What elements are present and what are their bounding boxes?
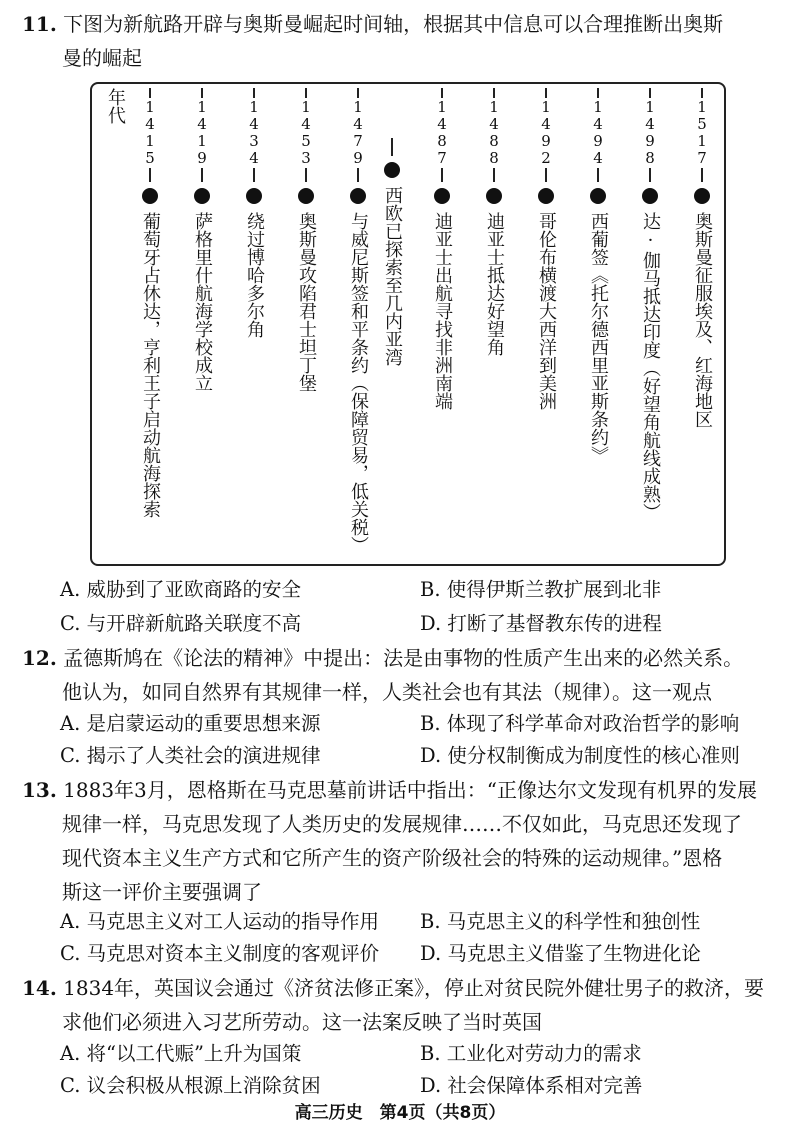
q11-stem-line2: 曼的崛起: [62, 46, 142, 70]
timeline-event: [343, 88, 373, 554]
q11-option-d[interactable]: D. 打断了基督教东传的进程: [420, 612, 662, 635]
timeline-axis-label: 年代: [105, 88, 126, 124]
timeline-dot: [538, 188, 554, 204]
q13-stem-line3: 现代资本主义生产方式和它所产生的资产阶级社会的特殊的运动规律。”恩格: [62, 846, 723, 870]
timeline-connector: [597, 168, 599, 182]
timeline-dot: [142, 188, 158, 204]
timeline-year: 1498: [641, 98, 659, 166]
q14-number: 14.: [22, 976, 57, 1000]
q14-stem-line2: 求他们必须进入习艺所劳动。这一法案反映了当时英国: [62, 1010, 542, 1034]
timeline-event-text: 哥伦布横渡大西洋到美洲: [536, 212, 557, 410]
timeline-dot: [298, 188, 314, 204]
timeline-connector: [357, 168, 359, 182]
q11-option-c[interactable]: C. 与开辟新航路关联度不高: [60, 612, 302, 635]
q12-stem-line1: [22, 644, 743, 672]
q13-stem-line1: [22, 776, 757, 804]
page-footer: 高三历史 第4页（共8页）: [294, 1103, 506, 1123]
timeline-box: [90, 82, 726, 566]
timeline-year: 1494: [589, 98, 607, 166]
timeline-dot: [590, 188, 606, 204]
q12-option-a[interactable]: A. 是启蒙运动的重要思想来源: [60, 712, 321, 735]
timeline-event-text: 西欧已探索至几内亚湾: [382, 186, 403, 366]
timeline-year: 1479: [349, 98, 367, 166]
timeline-tick: [201, 88, 203, 98]
timeline-year: 1434: [245, 98, 263, 166]
timeline-connector: [253, 168, 255, 182]
q11-stem-line1: [22, 10, 723, 38]
q14-option-b[interactable]: B. 工业化对劳动力的需求: [420, 1042, 642, 1065]
timeline-event: [531, 88, 561, 410]
q12-option-c[interactable]: C. 揭示了人类社会的演进规律: [60, 744, 321, 767]
q12-option-b[interactable]: B. 体现了科学革命对政治哲学的影响: [420, 712, 740, 735]
timeline-year: 1517: [693, 98, 711, 166]
timeline-year: 1415: [141, 98, 159, 166]
timeline-event-text: 迪亚士抵达好望角: [484, 212, 505, 356]
timeline-dot: [246, 188, 262, 204]
timeline-connector: [649, 168, 651, 182]
q13-number: 13.: [22, 778, 57, 802]
timeline-year: 1492: [537, 98, 555, 166]
timeline-event-text: 迪亚士出航寻找非洲南端: [432, 212, 453, 410]
q13-stem-line4: 斯这一评价主要强调了: [62, 880, 262, 904]
timeline-year: 1419: [193, 98, 211, 166]
timeline-tick: [357, 88, 359, 98]
timeline-tick: [493, 88, 495, 98]
timeline-dot: [642, 188, 658, 204]
timeline-event-text: 奥斯曼征服埃及、红海地区: [692, 212, 713, 428]
timeline-event: [479, 88, 509, 356]
timeline-connector: [545, 168, 547, 182]
timeline-event: [583, 88, 613, 464]
q11-number: 11.: [22, 12, 57, 36]
timeline-event: [187, 88, 217, 392]
timeline-connector: [701, 168, 703, 182]
q13-option-d[interactable]: D. 马克思主义借鉴了生物进化论: [420, 942, 701, 965]
timeline-connector: [493, 168, 495, 182]
timeline-year: 1488: [485, 98, 503, 166]
timeline-dot: [194, 188, 210, 204]
timeline-event: [427, 88, 457, 410]
q11-stem-text1: 下图为新航路开辟与奥斯曼崛起时间轴，根据其中信息可以合理推断出奥斯: [63, 12, 724, 36]
timeline-tick: [149, 88, 151, 98]
q14-stem-line1: [22, 974, 764, 1002]
timeline-dot: [694, 188, 710, 204]
timeline-connector: [305, 168, 307, 182]
timeline-event: [135, 88, 165, 518]
timeline-event-text: 与威尼斯签和平条约（保障贸易，低关税）: [348, 212, 369, 554]
timeline-axis-label-col: [100, 88, 130, 124]
timeline-tick: [597, 88, 599, 98]
q13-option-a[interactable]: A. 马克思主义对工人运动的指导作用: [60, 910, 379, 933]
timeline-tick: [649, 88, 651, 98]
q14-stem-text1: 1834年，英国议会通过《济贫法修正案》，停止对贫民院外健壮男子的救济，要: [63, 976, 765, 1000]
timeline-tick: [253, 88, 255, 98]
q12-option-d[interactable]: D. 使分权制衡成为制度性的核心准则: [420, 744, 740, 767]
timeline-event-text: 绕过博哈多尔角: [244, 212, 265, 338]
q14-option-d[interactable]: D. 社会保障体系相对完善: [420, 1074, 643, 1097]
q14-option-a[interactable]: A. 将“以工代赈”上升为国策: [60, 1042, 302, 1065]
q14-option-c[interactable]: C. 议会积极从根源上消除贫困: [60, 1074, 321, 1097]
timeline-dot: [384, 162, 400, 178]
timeline-event-text: 达·伽马抵达印度（好望角航线成熟）: [640, 212, 661, 521]
timeline-year: 1487: [433, 98, 451, 166]
timeline-dot: [486, 188, 502, 204]
timeline-event-text: 萨格里什航海学校成立: [192, 212, 213, 392]
timeline-event-text: 西葡签《托尔德西里亚斯条约》: [588, 212, 609, 464]
timeline-connector: [441, 168, 443, 182]
q12-stem-line2: 他认为，如同自然界有其规律一样，人类社会也有其法（规律）。这一观点: [62, 680, 712, 704]
q11-option-b[interactable]: B. 使得伊斯兰教扩展到北非: [420, 578, 662, 601]
q12-stem-text1: 孟德斯鸠在《论法的精神》中提出：法是由事物的性质产生出来的必然关系。: [63, 646, 744, 670]
q13-stem-text1: 1883年3月，恩格斯在马克思墓前讲话中指出：“正像达尔文发现有机界的发展: [63, 778, 758, 802]
timeline-connector: [149, 168, 151, 182]
timeline-dot: [434, 188, 450, 204]
timeline-tick: [441, 88, 443, 98]
timeline-event: [635, 88, 665, 521]
timeline-year: 1453: [297, 98, 315, 166]
q13-option-c[interactable]: C. 马克思对资本主义制度的客观评价: [60, 942, 380, 965]
timeline-connector: [201, 168, 203, 182]
timeline-event: [377, 88, 407, 366]
timeline-event: [291, 88, 321, 392]
q13-option-b[interactable]: B. 马克思主义的科学性和独创性: [420, 910, 701, 933]
q12-number: 12.: [22, 646, 57, 670]
timeline-event: [239, 88, 269, 338]
q13-stem-line2: 规律一样，马克思发现了人类历史的发展规律……不仅如此，马克思还发现了: [62, 812, 742, 836]
timeline-tick: [701, 88, 703, 98]
timeline-tick: [305, 88, 307, 98]
timeline-event: [687, 88, 717, 428]
timeline-dot: [350, 188, 366, 204]
timeline-connector: [391, 138, 393, 156]
q11-option-a[interactable]: A. 威胁到了亚欧商路的安全: [60, 578, 301, 601]
timeline-event-text: 葡萄牙占休达，亨利王子启动航海探索: [140, 212, 161, 518]
timeline-tick: [545, 88, 547, 98]
timeline-event-text: 奥斯曼攻陷君士坦丁堡: [296, 212, 317, 392]
